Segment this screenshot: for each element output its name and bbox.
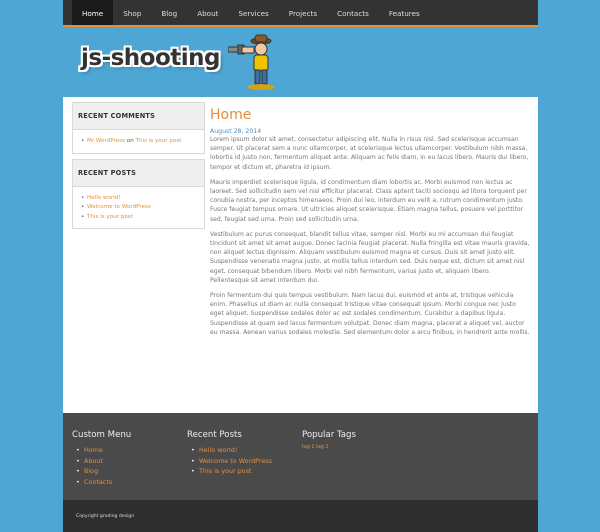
footer-popular-tags-title: Popular Tags [302, 430, 356, 440]
nav-item-blog[interactable]: Blog [161, 9, 178, 18]
copyright-bar [63, 500, 538, 532]
nav-item-about[interactable]: About [197, 9, 219, 18]
nav-item-shop[interactable]: Shop [123, 9, 142, 18]
body-paragraph: Proin fermentum dui quis tempus vestibulum. Nam lacus dui, euismod et ante at, tristique vehicula enim. Phasellus ut diam ac nulla consequat tristique vitae consequat ipsum. Morbi congue nec justo eget aliquet. Suspendisse sodales dolor ac est sodales condimentum. Curabitur a dapibus ligula. Suspendisse at quam sed lacus fermentum volutpat. Donec diam magna, placerat a aliquet vel, auctor eu massa. Aenean varius sodales molestie. Sed elementum dolor a arcu finibus, in hendrerit ante mollis. [210, 292, 530, 336]
copyright-text: Copyright groding design [76, 514, 135, 519]
comment-author-link[interactable]: Mr WordPress [87, 138, 126, 144]
comment-item [81, 137, 198, 147]
nav-item-projects[interactable]: Projects [288, 9, 318, 18]
body-paragraph: Mauris imperdiet scelerisque ligula, id condimentum diam lobortis ac. Morbi euismod non lectus ac laoreet. Sed sollicitudin sem vel nisl efficitur placerat. Class aptent taciti sociosqu ad litora torquent per conubia nostra, per inceptos himenaeos. Proin dui leo, interdum eu velit a, rutrum condimentum justo. Fusce feugiat tempus ornare. Ut ultricies aliquet scelerisque. Etiam magna tellus, posuere vel porttitor sed, feugiat sed urna. Proin sed sollicitudin urna. [210, 178, 527, 223]
nav-item-home[interactable]: Home [72, 0, 113, 25]
recent-post-link[interactable]: • Hello world! [81, 194, 198, 204]
recent-comments-widget [72, 102, 205, 154]
nav-item-contacts[interactable]: Contacts [337, 9, 369, 18]
footer-menu-link-home[interactable]: • Home [72, 445, 131, 456]
recent-post-link[interactable]: • Welcome to WordPress [81, 203, 198, 213]
page-title: Home [210, 107, 252, 123]
recent-posts-widget [72, 159, 205, 230]
footer-recent-posts [187, 430, 272, 477]
nav-item-services[interactable]: Services [238, 9, 269, 18]
footer-custom-menu [72, 430, 131, 487]
tag-cloud[interactable]: tag 1 tag 2 [302, 445, 329, 450]
footer-post-link[interactable]: • This is your post [187, 466, 272, 477]
body-paragraph: Vestibulum ac purus consequat, blandit tellus vitae, semper nisl. Morbi eu mi accumsan dui feugiat tincidunt sit amet sit amet augue. Donec lacinia feugiat placerat. Nulla fringilla est vitae mauris gravida, non aliquet lectus dignissim. Aliquam vestibulum euismod magna et cursus. Duis sit amet justo elit. Suspendisse venenatis magna justo, at mollis tellus interdum sed. Duis neque est, dictum sit amet nisl eget, consequat bibendum libero. Morbi vel nibh fermentum, varius justo et, aliquam libero. Pellentesque sit amet interdum dui. [210, 230, 530, 284]
comment-post-link[interactable]: This is your post [135, 138, 182, 144]
footer-menu-link-about[interactable]: • About [72, 456, 131, 467]
cowboy-mascot-icon [228, 33, 278, 91]
nav-item-features[interactable]: Features [388, 9, 420, 18]
recent-post-link[interactable]: • This is your post [81, 213, 198, 223]
main-content [210, 107, 530, 343]
footer-popular-tags [302, 430, 356, 450]
footer-recent-posts-title: Recent Posts [187, 430, 242, 440]
post-date[interactable]: August 28, 2014 [210, 128, 262, 135]
footer-custom-menu-title: Custom Menu [72, 430, 132, 440]
content-area [63, 97, 538, 413]
footer-post-link[interactable]: • Welcome to WordPress [187, 456, 272, 467]
top-navigation [63, 0, 538, 27]
footer [63, 413, 538, 500]
sidebar [72, 102, 205, 234]
site-header [63, 29, 538, 97]
comment-on-text: on [126, 138, 134, 144]
footer-menu-link-contacts[interactable]: • Contacts [72, 477, 131, 488]
body-paragraph: Lorem ipsum dolor sit amet, consectetur adipiscing elit. Nulla in risus nisl. Sed scelerisque accumsan semper. Ut placerat sem a nunc ullamcorper, at scelerisque lectus ullamcorper. Vestibulum nibh massa, lobortis id justo non, fermentum aliquet ante. Aliquam ac felis diam, in eu lacus libero. Mauris dui libero, tempor et dictum et, pharetra id ipsum. [210, 136, 529, 171]
footer-post-link[interactable]: • Hello world! [187, 445, 272, 456]
footer-menu-link-blog[interactable]: • Blog [72, 466, 131, 477]
site-logo-text[interactable]: js-shooting [81, 45, 221, 71]
recent-posts-title: RECENT POSTS [73, 160, 204, 187]
recent-comments-title: RECENT COMMENTS [73, 103, 204, 130]
